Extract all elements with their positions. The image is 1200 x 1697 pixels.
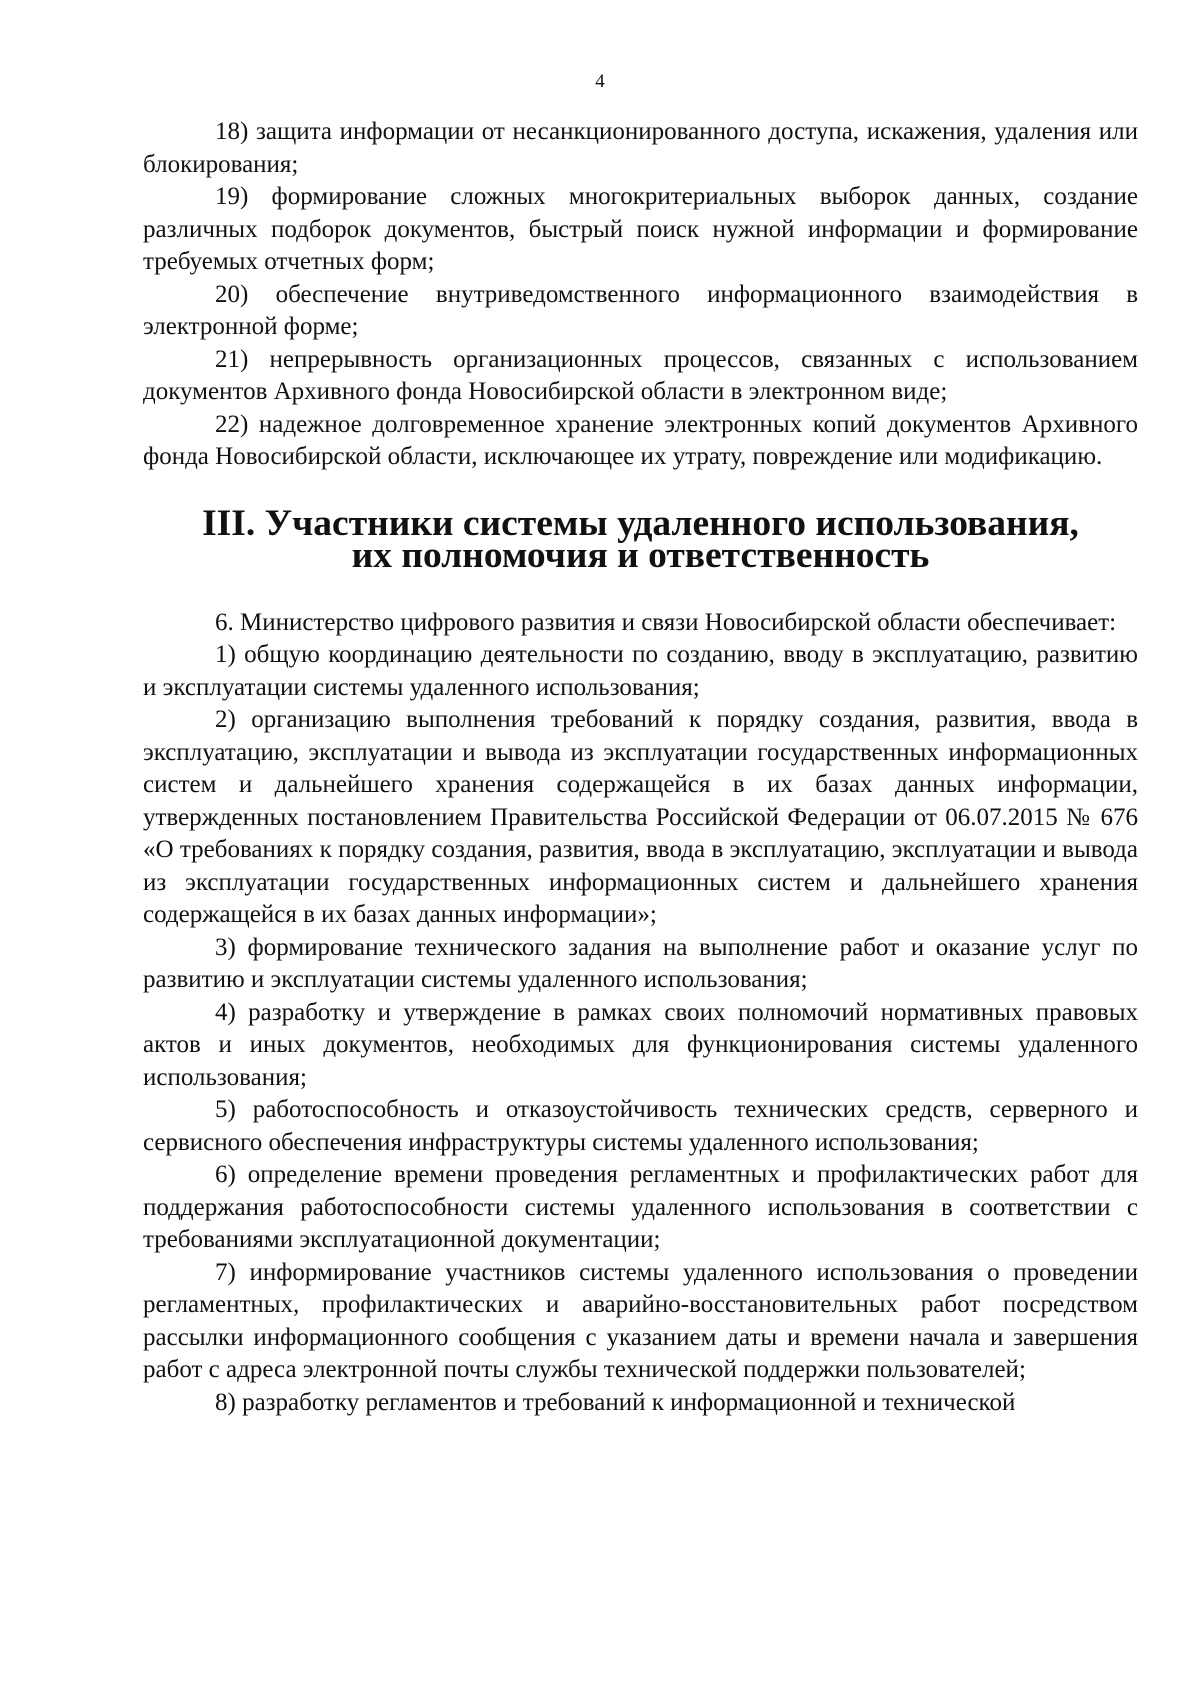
paragraph-item-19: 19) формирование сложных многокритериальных выборок данных, создание различных подборок документов, быстрый поиск нужной информации и формирование требуемых отчетных форм; — [143, 183, 1138, 275]
paragraph-item-8: 8) разработку регламентов и требований к информационной и технической — [215, 1388, 1016, 1416]
paragraph-item-2: 2) организацию выполнения требований к порядку создания, развития, ввода в эксплуатацию, эксплуатации и вывода из эксплуатации государственных информационных систем и дальнейшего хранения содержащейся в их базах данных информации, утвержденных постановлением Правительства Российской Федерации от 06.07.2015 № 676 «О требованиях к порядку создания, развития, ввода в эксплуатацию, эксплуатации и вывода из эксплуатации государственных информационных систем и дальнейшего хранения содержащейся в их базах данных информации»; — [143, 706, 1138, 928]
paragraph-item-5: 5) работоспособность и отказоустойчивость технических средств, серверного и сервисного обеспечения инфраструктуры системы удаленного использования; — [143, 1096, 1138, 1156]
section-title: III. Участники системы удаленного использования, их полномочия и ответственность — [202, 502, 1079, 576]
paragraph-item-4: 4) разработку и утверждение в рамках своих полномочий нормативных правовых актов и иных документов, необходимых для функционирования системы удаленного использования; — [143, 998, 1138, 1091]
paragraph-item-18: 18) защита информации от несанкционированного доступа, искажения, удаления или блокирования; — [143, 118, 1138, 178]
paragraph-item-22: 22) надежное долговременное хранение электронных копий документов Архивного фонда Новосибирской области, исключающее их утрату, повреждение или модификацию. — [143, 410, 1138, 470]
paragraph-clause-6: 6. Министерство цифрового развития и связи Новосибирской области обеспечивает: — [215, 608, 1117, 636]
paragraph-item-1: 1) общую координацию деятельности по созданию, вводу в эксплуатацию, развитию и эксплуатации системы удаленного использования; — [143, 641, 1138, 701]
document-body — [143, 116, 1138, 1419]
page-number: 4 — [595, 71, 605, 92]
paragraph-item-21: 21) непрерывность организационных процессов, связанных с использованием документов Архивного фонда Новосибирской области в электронном виде; — [143, 345, 1138, 405]
paragraph-item-7: 7) информирование участников системы удаленного использования о проведении регламентных, профилактических и аварийно-восстановительных работ посредством рассылки информационного сообщения с указанием даты и времени начала и завершения работ с адреса электронной почты службы технической поддержки пользователей; — [143, 1258, 1138, 1383]
paragraph-item-20: 20) обеспечение внутриведомственного информационного взаимодействия в электронной форме; — [143, 280, 1138, 340]
paragraph-item-3: 3) формирование технического задания на выполнение работ и оказание услуг по развитию и эксплуатации системы удаленного использования; — [143, 933, 1138, 993]
paragraph-item-6: 6) определение времени проведения регламентных и профилактических работ для поддержания работоспособности системы удаленного использования в соответствии с требованиями эксплуатационной документации; — [143, 1161, 1138, 1253]
